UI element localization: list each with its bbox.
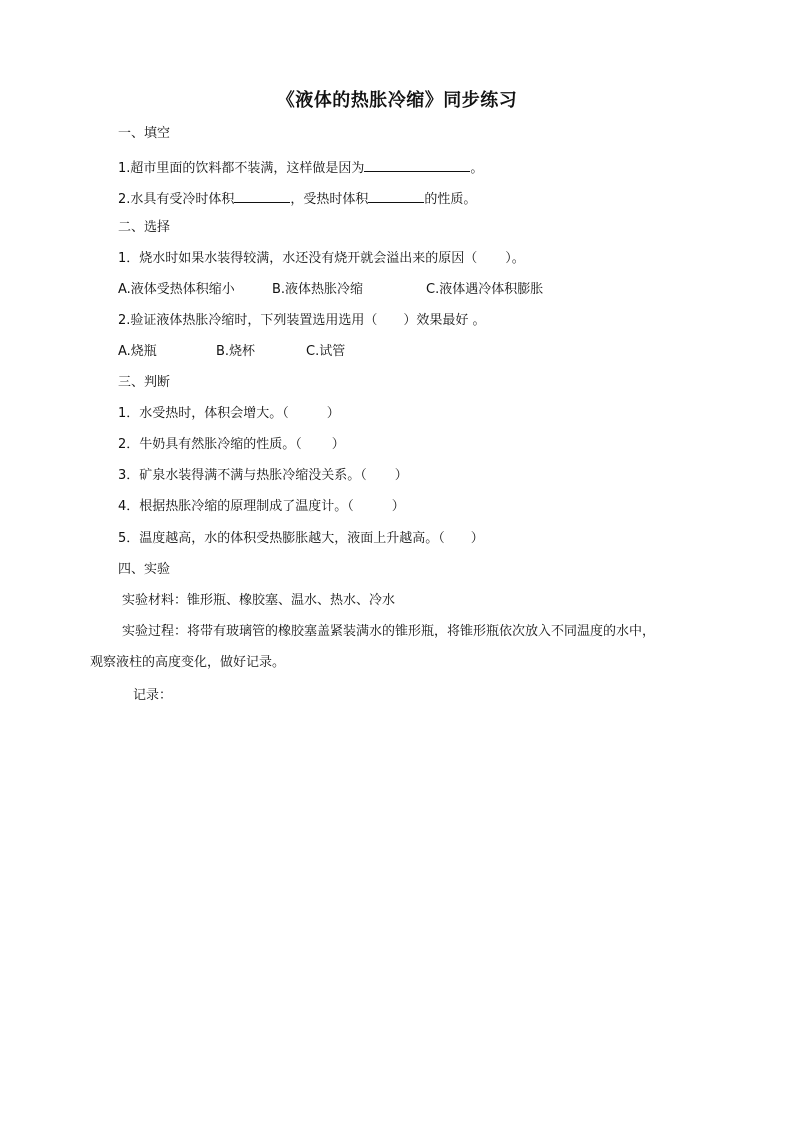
experiment-record-label: 记录： [133,688,173,703]
answer-blank[interactable] [364,157,470,172]
judge-item [118,467,408,485]
judge-item-close: ） [394,468,408,483]
option-a: A.液体受热体积缩小 [118,282,235,297]
judge-item-text: 3．矿泉水装得满不满与热胀冷缩没关系。（ [118,468,367,483]
choice-question-1 [118,250,525,268]
fill-question-2-text-c: 的性质。 [424,192,477,207]
choice-question-2-text: 2.验证液体热胀冷缩时，下列装置选用选用（ [118,313,378,328]
section-heading-true-false: 三、判断 [118,375,171,390]
section-heading-fill-blank: 一、填空 [118,126,171,141]
judge-item [118,436,345,454]
fill-question-2 [118,188,476,206]
option-b: B.液体热胀冷缩 [272,282,364,297]
page-title: 《液体的热胀冷缩》同步练习 [276,90,518,111]
choice-question-1-options [118,281,543,299]
choice-question-2 [118,312,486,330]
fill-question-2-text-b: ，受热时体积 [290,192,369,207]
judge-item-close: ） [331,437,345,452]
choice-question-1-text: 1．烧水时如果水装得较满，水还没有烧开就会溢出来的原因（ [118,251,478,266]
section-heading-choice: 二、选择 [118,220,171,235]
judge-item [118,405,340,423]
judge-item-close: ） [470,531,484,546]
judge-item-close: ） [326,406,340,421]
experiment-process-line-2: 观察液柱的高度变化，做好记录。 [90,655,286,670]
fill-question-1-text: 1.超市里面的饮料都不装满，这样做是因为 [118,161,365,176]
fill-question-2-text-a: 2.水具有受冷时体积 [118,192,235,207]
experiment-materials: 实验材料：锥形瓶、橡胶塞、温水、热水、冷水 [122,593,396,608]
section-heading-experiment: 四、实验 [118,562,171,577]
fill-question-1 [118,157,483,175]
answer-blank[interactable] [368,188,424,203]
judge-item-text: 2．牛奶具有然胀冷缩的性质。（ [118,437,302,452]
answer-blank[interactable] [234,188,290,203]
judge-item [118,530,484,548]
choice-question-2-end: ）效果最好 。 [403,313,486,328]
option-b: B.烧杯 [216,344,256,359]
judge-item-text: 1．水受热时，体积会增大。（ [118,406,289,421]
choice-question-2-options [118,343,345,361]
choice-question-1-end: ）。 [505,251,525,266]
option-a: A.烧瓶 [118,344,157,359]
fill-question-1-end: 。 [470,161,484,176]
judge-item [118,498,405,516]
judge-item-close: ） [391,499,405,514]
option-c: C.试管 [306,344,346,359]
experiment-process-line-1: 实验过程：将带有玻璃管的橡胶塞盖紧装满水的锥形瓶，将锥形瓶依次放入不同温度的水中， [122,624,656,639]
option-c: C.液体遇冷体积膨胀 [426,282,544,297]
judge-item-text: 5．温度越高，水的体积受热膨胀越大，液面上升越高。（ [118,531,445,546]
judge-item-text: 4．根据热胀冷缩的原理制成了温度计。（ [118,499,354,514]
